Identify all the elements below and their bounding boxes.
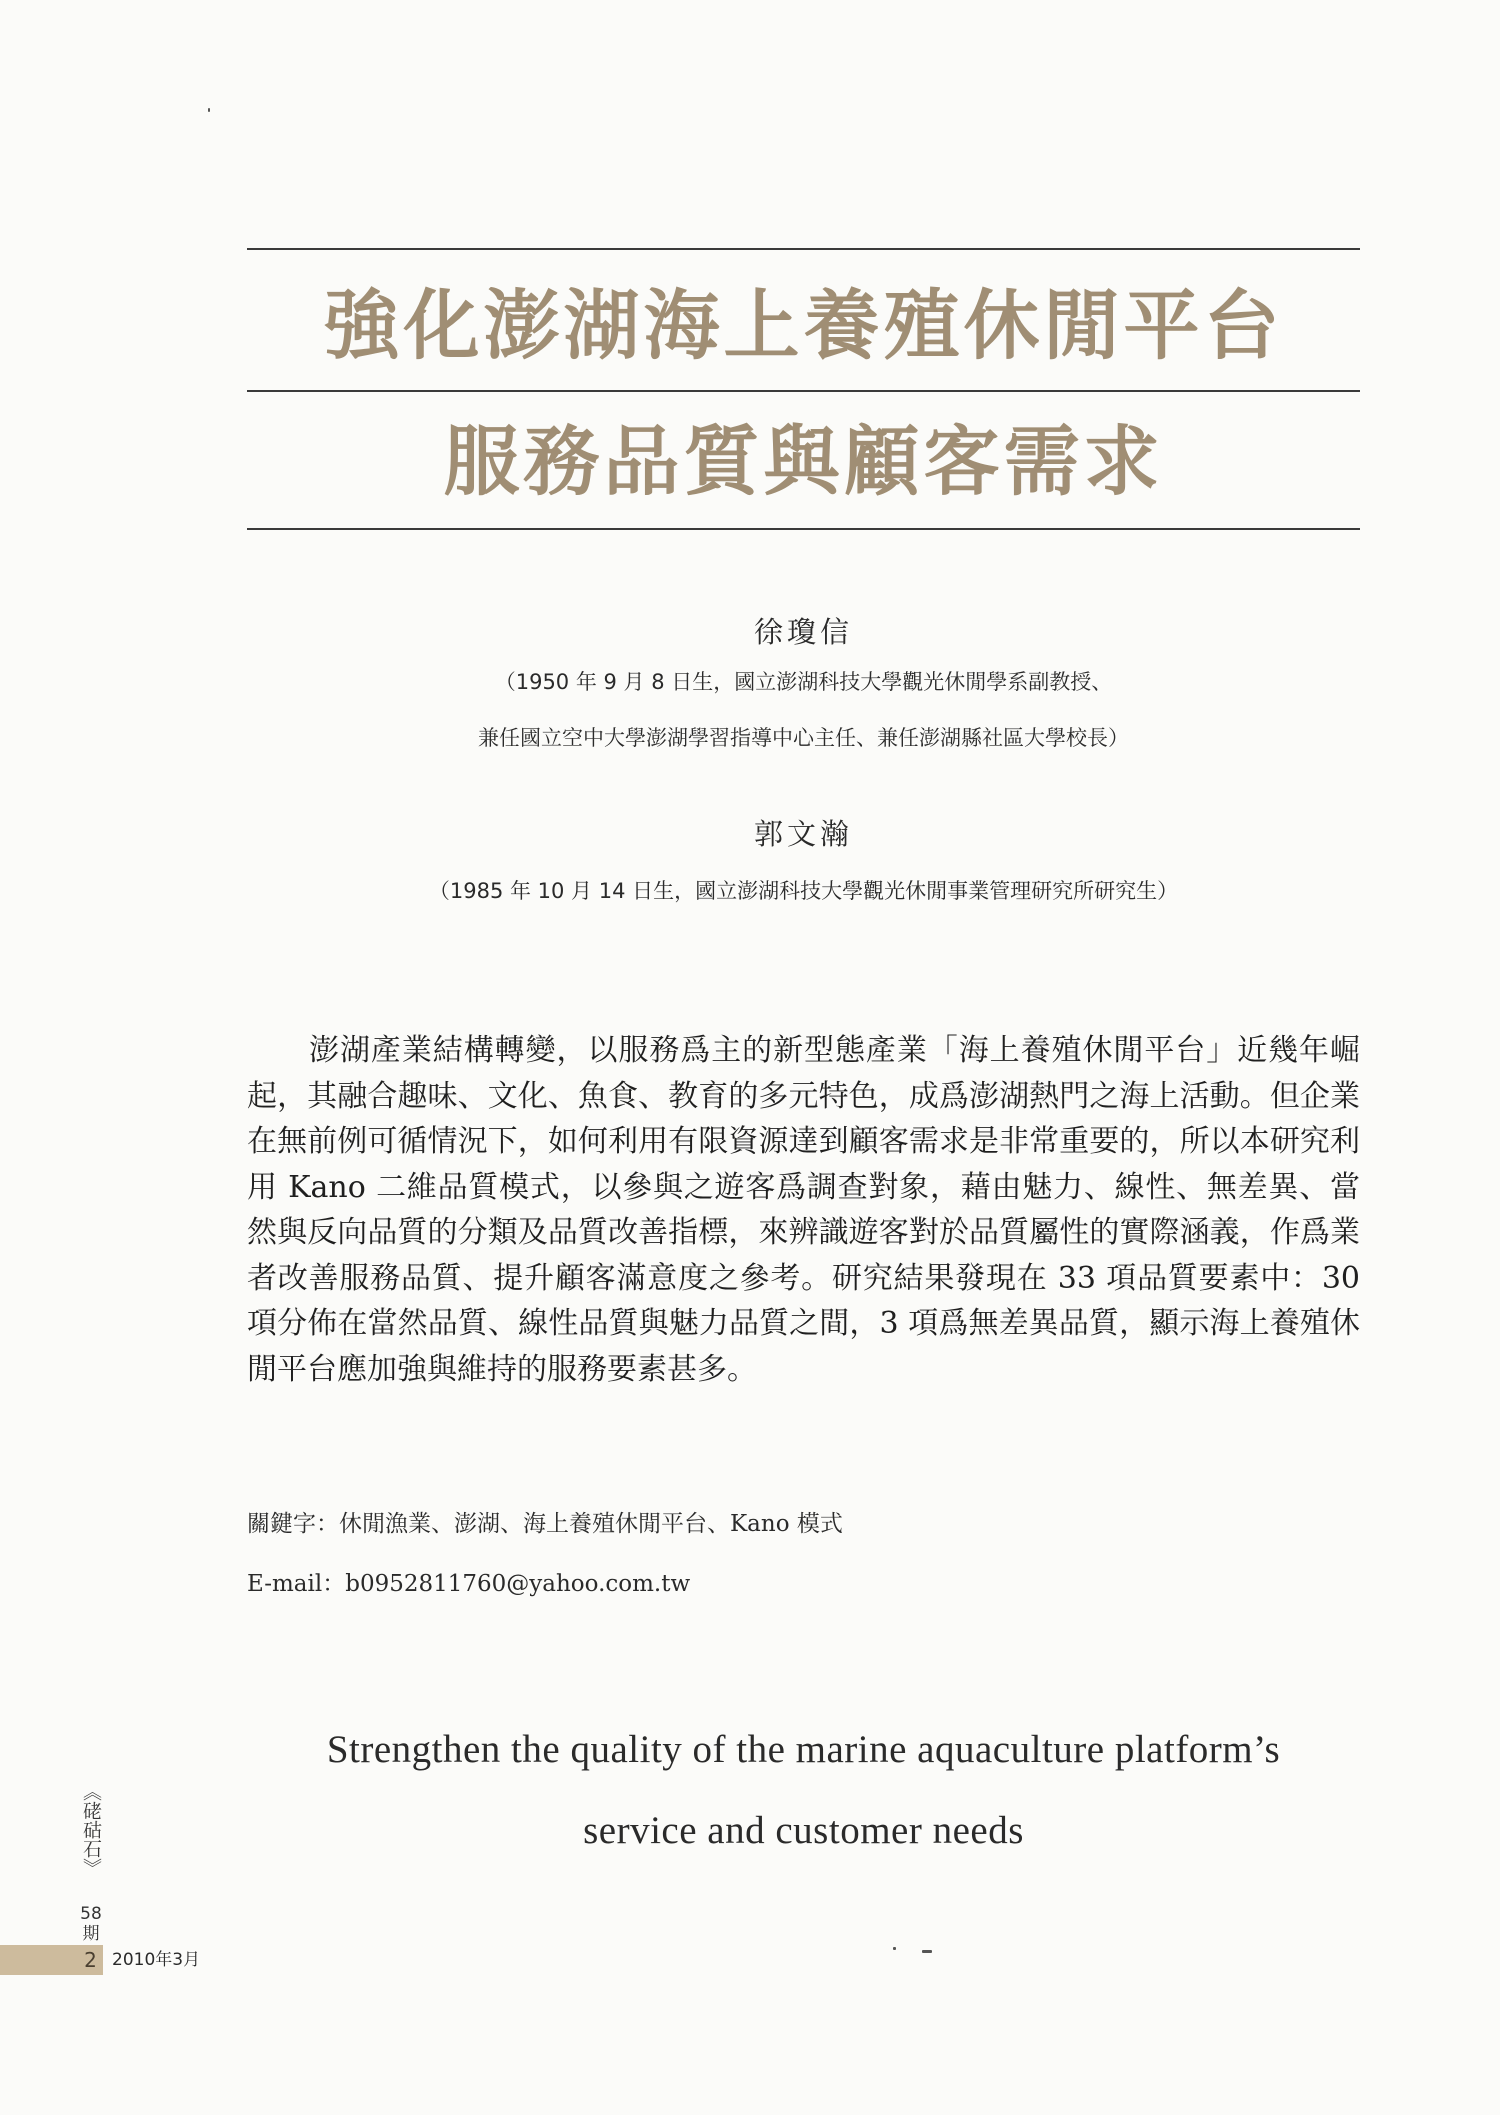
author-affiliation-1a: （1950 年 9 月 8 日生，國立澎湖科技大學觀光休閒學系副教授、: [494, 670, 1113, 694]
scan-speck: [922, 1950, 932, 1953]
author-name-2: 郭文瀚: [753, 817, 853, 851]
title-rule-top: [247, 248, 1360, 250]
english-title-line-2: service and customer needs: [583, 1809, 1024, 1852]
email: E-mail：b0952811760@yahoo.com.tw: [247, 1571, 691, 1597]
author-affiliation-2: （1985 年 10 月 14 日生，國立澎湖科技大學觀光休閒事業管理研究所研究生）: [428, 879, 1179, 903]
publication-date: 2010年3月: [112, 1950, 201, 1970]
page-number: 2: [84, 1948, 97, 1972]
title-rule-middle: [247, 390, 1360, 392]
title-line-1: 強化澎湖海上養殖休閒平台: [323, 281, 1284, 370]
scan-speck: [208, 108, 210, 112]
english-title-line-1: Strengthen the quality of the marine aquaculture platform’s: [326, 1728, 1281, 1771]
scan-speck: [893, 1947, 896, 1950]
title-line-2: 服務品質與顧客需求: [443, 417, 1164, 506]
journal-name: 《硓𥑮石》: [80, 1782, 102, 1877]
keywords: 關鍵字：休閒漁業、澎湖、海上養殖休閒平台、Kano 模式: [247, 1511, 843, 1537]
author-affiliation-1b: 兼任國立空中大學澎湖學習指導中心主任、兼任澎湖縣社區大學校長）: [478, 726, 1129, 750]
abstract-text: 澎湖產業結構轉變，以服務爲主的新型態產業「海上養殖休閒平台」近幾年崛起，其融合趣味、文化、魚食、教育的多元特色，成爲澎湖熱門之海上活動。但企業在無前例可循情況下，如何利用有限資源達到顧客需求是非常重要的，所以本研究利用 Kano 二維品質模式，以參與之遊客爲調查對象，藉由魅力、線性、無差異、當然與反向品質的分類及品質改善指標，來辨識遊客對於品質屬性的實際涵義，作爲業者改善服務品質、提升顧客滿意度之參考。研究結果發現在 33 項品質要素中：30 項分佈在當然品質、線性品質與魅力品質之間，3 項爲無差異品質，顯示海上養殖休閒平台應加強與維持的服務要素甚多。: [247, 1033, 1360, 1387]
author-name-1: 徐瓊信: [753, 615, 853, 649]
issue-number: 58期: [80, 1904, 102, 1944]
title-rule-bottom: [247, 528, 1360, 530]
